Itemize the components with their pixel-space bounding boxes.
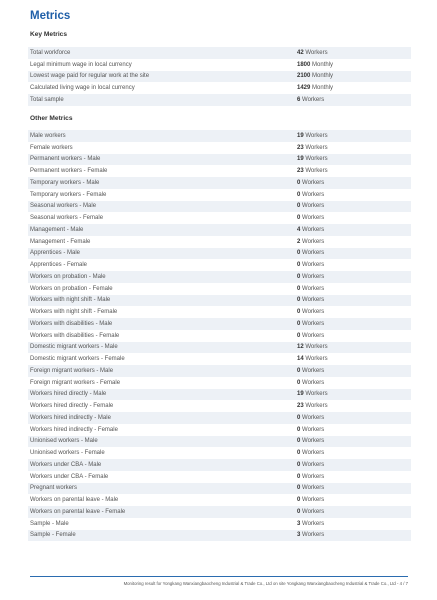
metric-value — [295, 353, 411, 365]
table-row — [28, 342, 411, 354]
metric-number: 0 — [297, 215, 301, 222]
page-footer: Monitoring result for Yongkang Wanxiangbaocheng Industrial & Trade Co., Ltd on site Yongkang Wanxiangbaocheng Industrial & Trade Co., Ltd - 4 / 7 — [123, 581, 408, 586]
metric-number: 0 — [297, 485, 301, 492]
metric-label: Permanent workers - Female — [30, 168, 108, 175]
table-row — [28, 283, 411, 295]
metric-number: 12 — [297, 344, 304, 351]
table-row — [28, 318, 411, 330]
metric-label: Permanent workers - Male — [28, 154, 295, 166]
metric-label: Workers hired directly - Female — [30, 403, 114, 410]
metric-number: 19 — [297, 391, 304, 398]
metric-number: 0 — [297, 191, 301, 198]
metric-label: Workers under CBA - Female — [30, 473, 109, 480]
metric-label: Workers with night shift - Male — [28, 295, 295, 307]
table-row — [28, 165, 411, 177]
metric-label: Legal minimum wage in local currency — [30, 61, 132, 68]
metric-label: Seasonal workers - Male — [28, 201, 295, 213]
table-row — [28, 506, 411, 518]
metric-value — [295, 494, 411, 506]
metric-unit: Workers — [302, 309, 325, 316]
metric-label: Female workers — [30, 144, 73, 151]
metric-unit: Workers — [302, 497, 325, 504]
metric-label: Workers hired directly - Male — [28, 389, 295, 401]
metric-unit: Workers — [302, 414, 325, 421]
table-row — [28, 377, 411, 389]
metric-number: 23 — [297, 403, 304, 410]
metric-unit: Workers — [302, 450, 325, 457]
metric-label: Domestic migrant workers - Female — [30, 356, 125, 363]
metric-label: Workers under CBA - Male — [28, 459, 295, 471]
metric-number: 0 — [297, 262, 301, 269]
metric-value — [295, 82, 411, 94]
metric-value — [295, 236, 411, 248]
metric-unit: Workers — [302, 273, 325, 280]
metric-value — [295, 377, 411, 389]
table-row — [28, 353, 411, 365]
metric-number: 19 — [297, 132, 304, 139]
metric-label: Apprentices - Male — [28, 248, 295, 260]
table-row — [28, 412, 411, 424]
other-metrics-heading: Other Metrics — [30, 115, 73, 122]
metric-number: 0 — [297, 320, 301, 327]
metric-unit: Workers — [302, 203, 325, 210]
metric-value — [295, 365, 411, 377]
metric-value — [295, 518, 411, 530]
metric-number: 0 — [297, 309, 301, 316]
metric-number: 0 — [297, 250, 301, 257]
metric-unit: Workers — [302, 379, 325, 386]
metric-value — [295, 94, 411, 106]
table-row — [28, 424, 411, 436]
metric-value — [295, 306, 411, 318]
metric-number: 0 — [297, 473, 301, 480]
metric-number: 0 — [297, 461, 301, 468]
metric-value — [295, 459, 411, 471]
metric-number: 14 — [297, 356, 304, 363]
metric-unit: Workers — [305, 49, 328, 56]
metric-label: Male workers — [28, 130, 295, 142]
table-row — [28, 389, 411, 401]
metric-number: 2 — [297, 238, 301, 245]
metric-number: 0 — [297, 297, 301, 304]
table-row — [28, 236, 411, 248]
other-metrics-table — [28, 130, 411, 541]
table-row — [28, 447, 411, 459]
metric-value — [295, 436, 411, 448]
metric-unit: Workers — [302, 96, 325, 103]
table-row — [28, 400, 411, 412]
metric-number: 0 — [297, 414, 301, 421]
metric-value — [295, 189, 411, 201]
metric-label: Pregnant workers — [28, 483, 295, 495]
metric-value — [295, 212, 411, 224]
metric-value — [295, 142, 411, 154]
metric-unit: Workers — [302, 332, 325, 339]
metric-value — [295, 71, 411, 83]
metric-unit: Workers — [305, 356, 328, 363]
table-row — [28, 177, 411, 189]
table-row — [28, 494, 411, 506]
metric-unit: Workers — [302, 320, 325, 327]
table-row — [28, 94, 411, 106]
metric-unit: Monthly — [312, 73, 334, 80]
metric-value — [295, 259, 411, 271]
metric-unit: Workers — [305, 391, 328, 398]
metric-label: Workers on probation - Female — [30, 285, 113, 292]
metric-value — [295, 47, 411, 59]
metric-label: Sample - Female — [28, 530, 295, 542]
metric-label: Workers with disabilities - Female — [30, 332, 120, 339]
table-row — [28, 142, 411, 154]
metric-label: Management - Male — [28, 224, 295, 236]
metric-label: Temporary workers - Male — [28, 177, 295, 189]
metric-label: Foreign migrant workers - Female — [30, 379, 121, 386]
metric-number: 0 — [297, 332, 301, 339]
table-row — [28, 459, 411, 471]
metric-unit: Workers — [305, 403, 328, 410]
metric-value — [295, 271, 411, 283]
table-row — [28, 365, 411, 377]
metric-number: 3 — [297, 520, 301, 527]
metric-number: 2100 — [297, 73, 311, 80]
metric-number: 42 — [297, 49, 304, 56]
metric-label: Workers with night shift - Female — [30, 309, 118, 316]
metric-unit: Workers — [302, 508, 325, 515]
metric-number: 0 — [297, 497, 301, 504]
metric-value — [295, 506, 411, 518]
metric-label: Workers hired indirectly - Female — [30, 426, 118, 433]
metric-label: Workers on probation - Male — [28, 271, 295, 283]
footer-rule — [30, 576, 408, 577]
metric-number: 1429 — [297, 85, 311, 92]
table-row — [28, 436, 411, 448]
metric-unit: Workers — [302, 297, 325, 304]
table-row — [28, 201, 411, 213]
metric-number: 19 — [297, 156, 304, 163]
metric-number: 0 — [297, 285, 301, 292]
table-row — [28, 248, 411, 260]
metric-unit: Workers — [302, 215, 325, 222]
metric-value — [295, 224, 411, 236]
table-row — [28, 82, 411, 94]
metric-unit: Workers — [305, 156, 328, 163]
metric-value — [295, 177, 411, 189]
metric-unit: Workers — [302, 191, 325, 198]
metric-value — [295, 412, 411, 424]
metric-number: 4 — [297, 226, 301, 233]
metric-value — [295, 471, 411, 483]
table-row — [28, 306, 411, 318]
metric-value — [295, 530, 411, 542]
metric-label: Sample - Male — [30, 520, 69, 527]
metric-unit: Workers — [302, 485, 325, 492]
metric-unit: Workers — [305, 344, 328, 351]
metric-number: 23 — [297, 168, 304, 175]
metric-value — [295, 295, 411, 307]
table-row — [28, 518, 411, 530]
metric-number: 0 — [297, 273, 301, 280]
table-row — [28, 271, 411, 283]
metric-value — [295, 330, 411, 342]
metric-number: 0 — [297, 438, 301, 445]
metric-unit: Workers — [302, 438, 325, 445]
metric-unit: Workers — [302, 285, 325, 292]
metric-label: Domestic migrant workers - Male — [28, 342, 295, 354]
metric-label: Workers hired indirectly - Male — [28, 412, 295, 424]
metric-number: 0 — [297, 367, 301, 374]
metric-unit: Workers — [302, 250, 325, 257]
metric-label: Apprentices - Female — [30, 262, 88, 269]
metric-label: Workers on parental leave - Male — [30, 497, 119, 504]
metric-unit: Workers — [305, 144, 328, 151]
metric-value — [295, 483, 411, 495]
metric-value — [295, 248, 411, 260]
metric-value — [295, 130, 411, 142]
metric-unit: Workers — [302, 520, 325, 527]
table-row — [28, 154, 411, 166]
metric-number: 0 — [297, 426, 301, 433]
metric-label: Seasonal workers - Female — [30, 215, 104, 222]
metric-unit: Monthly — [312, 61, 334, 68]
metric-value — [295, 201, 411, 213]
metric-label: Foreign migrant workers - Male — [28, 365, 295, 377]
metric-number: 0 — [297, 379, 301, 386]
metric-label: Calculated living wage in local currency — [30, 85, 135, 92]
metric-number: 6 — [297, 96, 301, 103]
metric-value — [295, 389, 411, 401]
metric-value — [295, 154, 411, 166]
table-row — [28, 330, 411, 342]
metric-number: 23 — [297, 144, 304, 151]
key-metrics-table — [28, 47, 411, 106]
table-row — [28, 483, 411, 495]
table-row — [28, 59, 411, 71]
metric-unit: Workers — [302, 426, 325, 433]
metric-label: Management - Female — [30, 238, 91, 245]
key-metrics-heading: Key Metrics — [30, 31, 68, 38]
metric-value — [295, 447, 411, 459]
metric-label: Total workforce — [28, 47, 295, 59]
metric-label: Temporary workers - Female — [30, 191, 107, 198]
metric-label: Lowest wage paid for regular work at the site — [28, 71, 295, 83]
table-row — [28, 212, 411, 224]
table-row — [28, 530, 411, 542]
metric-label: Unionised workers - Female — [30, 450, 105, 457]
metric-number: 0 — [297, 179, 301, 186]
metric-label: Total sample — [28, 94, 295, 106]
metric-unit: Workers — [305, 168, 328, 175]
table-row — [28, 295, 411, 307]
table-row — [28, 189, 411, 201]
metric-value — [295, 424, 411, 436]
metric-unit: Monthly — [312, 85, 334, 92]
metric-label: Workers on parental leave - Female — [28, 506, 295, 518]
metric-value — [295, 318, 411, 330]
metric-number: 0 — [297, 450, 301, 457]
metric-value — [295, 283, 411, 295]
metric-unit: Workers — [305, 132, 328, 139]
metric-number: 0 — [297, 508, 301, 515]
metric-value — [295, 342, 411, 354]
table-row — [28, 259, 411, 271]
table-row — [28, 130, 411, 142]
metric-label: Workers with disabilities - Male — [28, 318, 295, 330]
metric-unit: Workers — [302, 367, 325, 374]
metric-unit: Workers — [302, 473, 325, 480]
metric-value — [295, 165, 411, 177]
metric-unit: Workers — [302, 226, 325, 233]
table-row — [28, 71, 411, 83]
page-title: Metrics — [30, 10, 71, 22]
metric-value — [295, 400, 411, 412]
table-row — [28, 224, 411, 236]
metric-label: Unionised workers - Male — [28, 436, 295, 448]
table-row — [28, 47, 411, 59]
metric-unit: Workers — [302, 461, 325, 468]
metric-unit: Workers — [302, 179, 325, 186]
metric-number: 1800 — [297, 61, 311, 68]
metric-unit: Workers — [302, 262, 325, 269]
table-row — [28, 471, 411, 483]
metric-value — [295, 59, 411, 71]
metric-number: 3 — [297, 532, 301, 539]
metric-unit: Workers — [302, 238, 325, 245]
metric-unit: Workers — [302, 532, 325, 539]
metric-number: 0 — [297, 203, 301, 210]
